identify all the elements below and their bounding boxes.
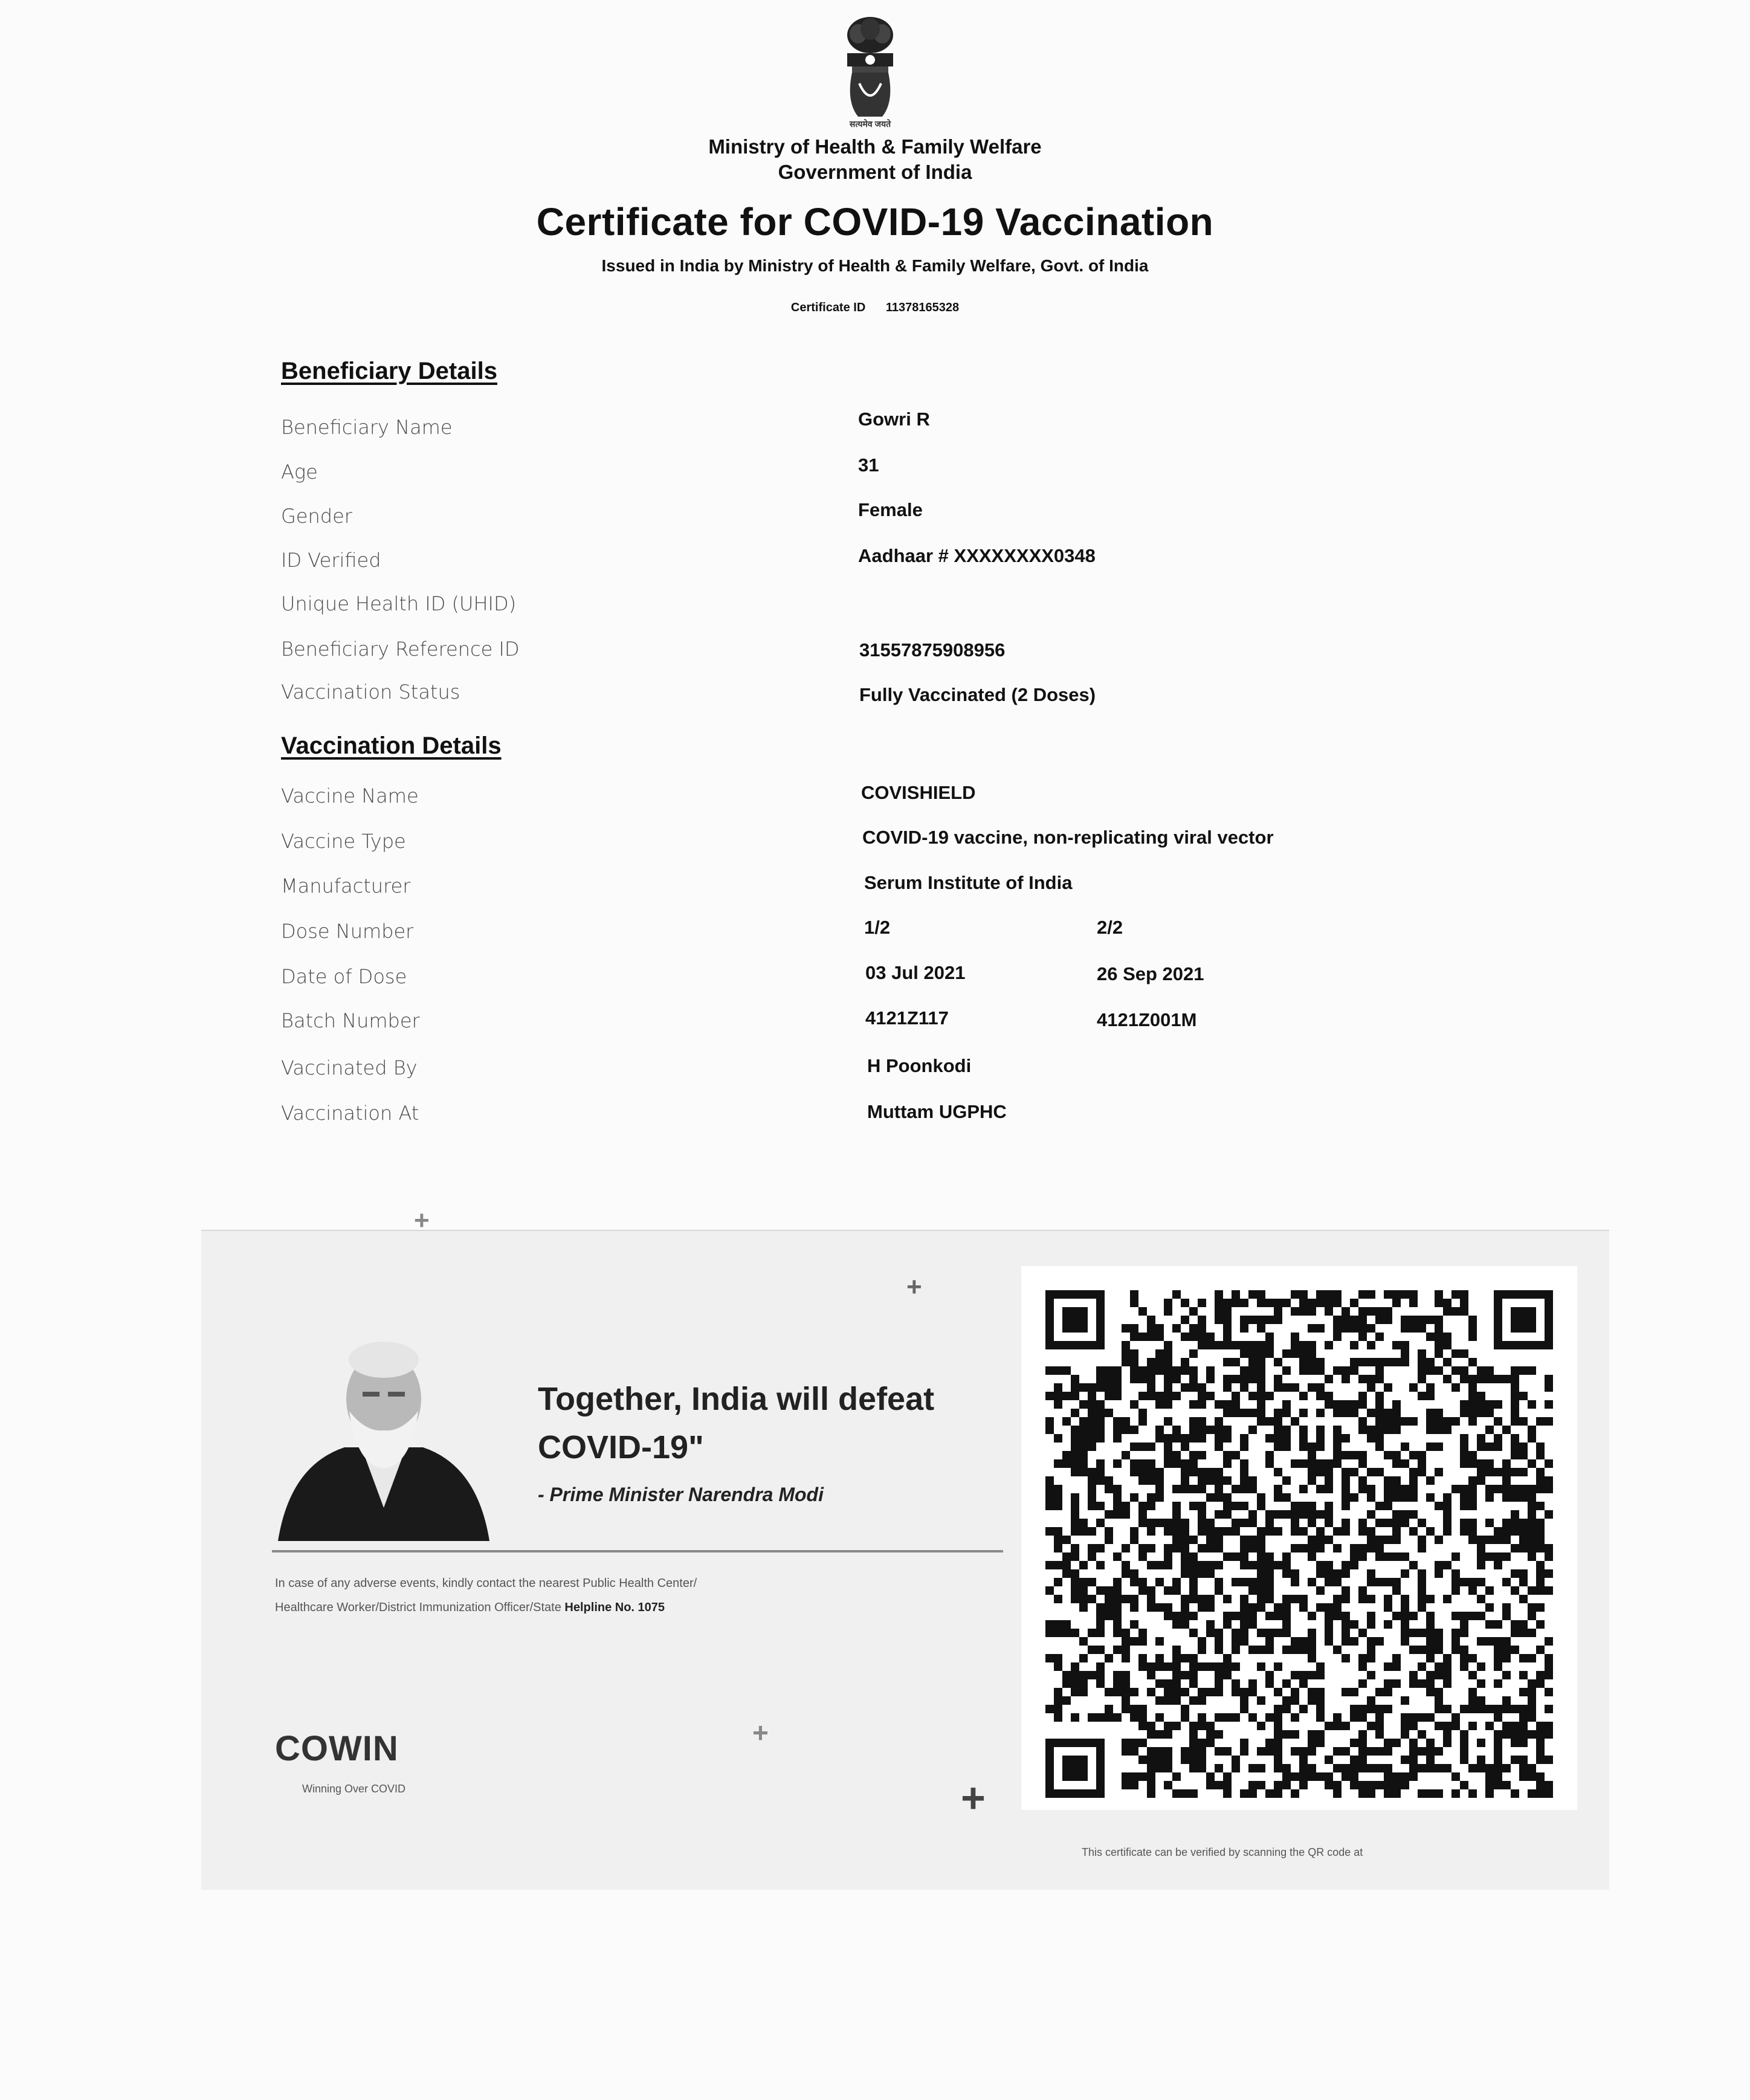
label-dose-number: Dose Number xyxy=(281,920,414,943)
label-gender: Gender xyxy=(281,505,352,528)
portrait-image xyxy=(272,1326,496,1541)
label-vaccination-status: Vaccination Status xyxy=(281,680,460,703)
certificate-id-value: 11378165328 xyxy=(885,301,960,314)
value-batch-dose-2: 4121Z001M xyxy=(1097,1009,1197,1030)
value-beneficiary-name: Gowri R xyxy=(858,409,930,430)
value-vaccinated-by: H Poonkodi xyxy=(867,1055,972,1076)
value-vaccine-name: COVISHIELD xyxy=(861,782,976,803)
plus-icon: + xyxy=(752,1717,769,1748)
issued-by: Issued in India by Ministry of Health & Family Welfare, Govt. of India xyxy=(601,256,1149,275)
plus-icon: + xyxy=(414,1206,430,1235)
helpline: Helpline No. 1075 xyxy=(564,1601,665,1614)
qr-code-icon xyxy=(1021,1266,1577,1810)
value-dose-1: 1/2 xyxy=(864,917,891,938)
label-vaccine-type: Vaccine Type xyxy=(281,830,406,853)
value-dose-2: 2/2 xyxy=(1097,917,1123,938)
adverse-events-note xyxy=(275,1571,1000,1620)
label-beneficiary-name: Beneficiary Name xyxy=(281,416,453,439)
divider xyxy=(272,1550,1003,1552)
label-age: Age xyxy=(281,460,318,483)
label-vaccine-name: Vaccine Name xyxy=(281,784,419,807)
value-beneficiary-reference-id: 31557875908956 xyxy=(859,639,1006,661)
label-manufacturer: Manufacturer xyxy=(281,874,411,897)
page-title: Certificate for COVID-19 Vaccination xyxy=(536,200,1214,244)
label-beneficiary-reference-id: Beneficiary Reference ID xyxy=(281,638,520,661)
emblem-caption: सत्यमेव जयते xyxy=(849,119,891,129)
value-vaccination-at: Muttam UGPHC xyxy=(867,1101,1007,1122)
label-vaccinated-by: Vaccinated By xyxy=(281,1056,418,1079)
cowin-tagline: Winning Over COVID xyxy=(302,1783,406,1795)
ministry-line-2: Government of India xyxy=(778,161,972,183)
label-date-of-dose: Date of Dose xyxy=(281,965,407,988)
ministry-name xyxy=(0,134,1750,185)
value-id-verified: Aadhaar # XXXXXXXX0348 xyxy=(858,545,1096,566)
vaccination-heading: Vaccination Details xyxy=(281,732,502,759)
quote-line-1: Together, India will defeat xyxy=(538,1381,935,1417)
quote xyxy=(538,1375,934,1472)
cowin-logo: COWIN xyxy=(275,1729,399,1768)
value-date-dose-1: 03 Jul 2021 xyxy=(865,962,966,983)
value-gender: Female xyxy=(858,499,923,520)
label-uhid: Unique Health ID (UHID) xyxy=(281,592,517,615)
value-date-dose-2: 26 Sep 2021 xyxy=(1097,963,1204,984)
quote-line-2: COVID-19" xyxy=(538,1429,704,1465)
beneficiary-heading: Beneficiary Details xyxy=(281,358,497,384)
value-vaccination-status: Fully Vaccinated (2 Doses) xyxy=(859,684,1096,705)
qr-code xyxy=(1021,1266,1577,1810)
value-vaccine-type: COVID-19 vaccine, non-replicating viral vector xyxy=(862,827,1274,848)
plus-icon: + xyxy=(906,1272,922,1302)
note-line-1: In case of any adverse events, kindly contact the nearest Public Health Center/ xyxy=(275,1577,697,1590)
ministry-line-1: Ministry of Health & Family Welfare xyxy=(708,135,1042,158)
label-vaccination-at: Vaccination At xyxy=(281,1102,419,1125)
label-batch-number: Batch Number xyxy=(281,1009,420,1032)
plus-icon: + xyxy=(961,1774,986,1821)
national-emblem-icon xyxy=(834,11,906,132)
value-manufacturer: Serum Institute of India xyxy=(864,872,1073,893)
note-line-2: Healthcare Worker/District Immunization Officer/State xyxy=(275,1601,561,1614)
label-id-verified: ID Verified xyxy=(281,549,381,572)
certificate-id xyxy=(0,301,1750,315)
certificate-id-label: Certificate ID xyxy=(790,301,866,314)
value-batch-dose-1: 4121Z117 xyxy=(865,1007,949,1029)
verification-footnote: This certificate can be verified by scanning the QR code at xyxy=(1082,1846,1363,1858)
value-age: 31 xyxy=(858,454,879,476)
quote-author: - Prime Minister Narendra Modi xyxy=(538,1484,824,1505)
